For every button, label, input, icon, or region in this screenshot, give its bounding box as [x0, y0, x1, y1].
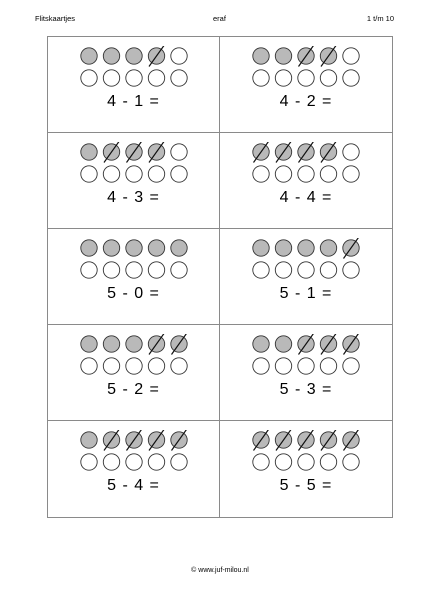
equation: 5 - 3 = [279, 381, 333, 398]
empty-circle [320, 166, 336, 182]
flashcard-grid [47, 36, 393, 518]
ten-frame-dots [48, 238, 219, 280]
empty-circle [253, 262, 269, 278]
empty-circle [103, 166, 119, 182]
empty-circle [103, 262, 119, 278]
empty-circle [148, 70, 164, 86]
empty-circle [298, 358, 314, 374]
dots-svg [78, 430, 190, 472]
equation: 4 - 4 = [279, 189, 333, 206]
dots-svg [78, 238, 190, 280]
flashcard [220, 325, 392, 421]
empty-circle [275, 262, 291, 278]
empty-circle [320, 454, 336, 470]
empty-circle [80, 262, 96, 278]
flashcard [220, 229, 392, 325]
empty-circle [125, 166, 141, 182]
dots-svg [250, 334, 362, 376]
equation: 5 - 4 = [107, 477, 160, 494]
ten-frame-dots [48, 430, 219, 472]
flashcard [48, 421, 220, 517]
filled-circle [253, 48, 269, 64]
empty-circle [103, 358, 119, 374]
equation: 4 - 2 = [279, 93, 333, 110]
equation: 5 - 1 = [279, 285, 333, 302]
empty-circle [170, 166, 186, 182]
filled-circle [275, 336, 291, 352]
filled-circle [80, 336, 96, 352]
empty-circle [298, 70, 314, 86]
empty-circle [298, 454, 314, 470]
filled-circle [125, 336, 141, 352]
empty-circle [170, 454, 186, 470]
footer-credit [0, 567, 440, 574]
dots-svg [78, 334, 190, 376]
ten-frame-dots [220, 430, 392, 472]
dots-svg [78, 46, 190, 88]
filled-circle [80, 144, 96, 160]
dots-svg [250, 142, 362, 184]
empty-circle [148, 166, 164, 182]
flashcard [48, 37, 220, 133]
dots-svg [250, 46, 362, 88]
flashcard [220, 133, 392, 229]
empty-circle [298, 166, 314, 182]
empty-circle [170, 262, 186, 278]
empty-circle [253, 454, 269, 470]
filled-circle [125, 48, 141, 64]
ten-frame-dots [220, 334, 392, 376]
empty-circle [320, 358, 336, 374]
ten-frame-dots [220, 46, 392, 88]
empty-circle [320, 70, 336, 86]
filled-circle [253, 240, 269, 256]
ten-frame-dots [48, 334, 219, 376]
empty-circle [80, 166, 96, 182]
ten-frame-dots [48, 142, 219, 184]
header-topic: eraf [213, 14, 226, 23]
empty-circle [275, 166, 291, 182]
empty-circle [170, 70, 186, 86]
flashcard [220, 421, 392, 517]
filled-circle [298, 240, 314, 256]
empty-circle [275, 358, 291, 374]
filled-circle [80, 240, 96, 256]
filled-circle [80, 432, 96, 448]
filled-circle [103, 240, 119, 256]
empty-circle [253, 358, 269, 374]
empty-circle [170, 48, 186, 64]
empty-circle [343, 262, 359, 278]
empty-circle [253, 166, 269, 182]
empty-circle [343, 70, 359, 86]
empty-circle [253, 70, 269, 86]
empty-circle [343, 358, 359, 374]
empty-circle [343, 48, 359, 64]
dots-svg [250, 238, 362, 280]
empty-circle [125, 70, 141, 86]
filled-circle [275, 240, 291, 256]
empty-circle [103, 70, 119, 86]
dots-svg [250, 430, 362, 472]
equation: 5 - 0 = [107, 285, 160, 302]
empty-circle [320, 262, 336, 278]
flashcard [48, 133, 220, 229]
empty-circle [103, 454, 119, 470]
filled-circle [103, 48, 119, 64]
copyright-symbol: © [191, 567, 197, 574]
filled-circle [253, 336, 269, 352]
empty-circle [148, 358, 164, 374]
footer-url: www.juf-milou.nl [198, 567, 249, 574]
filled-circle [125, 240, 141, 256]
equation: 5 - 2 = [107, 381, 160, 398]
empty-circle [125, 358, 141, 374]
filled-circle [170, 240, 186, 256]
header-title: Flitskaartjes [35, 14, 76, 23]
empty-circle [80, 358, 96, 374]
empty-circle [298, 262, 314, 278]
empty-circle [125, 262, 141, 278]
empty-circle [148, 262, 164, 278]
empty-circle [275, 70, 291, 86]
equation: 4 - 3 = [107, 189, 160, 206]
filled-circle [148, 240, 164, 256]
header-range: 1 t/m 10 [366, 14, 394, 23]
empty-circle [343, 454, 359, 470]
empty-circle [170, 358, 186, 374]
ten-frame-dots [48, 46, 219, 88]
equation: 5 - 5 = [279, 477, 333, 494]
equation: 4 - 1 = [107, 93, 160, 110]
empty-circle [343, 166, 359, 182]
ten-frame-dots [220, 142, 392, 184]
ten-frame-dots [220, 238, 392, 280]
filled-circle [80, 48, 96, 64]
empty-circle [125, 454, 141, 470]
filled-circle [103, 336, 119, 352]
empty-circle [343, 144, 359, 160]
dots-svg [78, 142, 190, 184]
flashcard [48, 229, 220, 325]
flashcard [220, 37, 392, 133]
empty-circle [80, 70, 96, 86]
empty-circle [148, 454, 164, 470]
empty-circle [80, 454, 96, 470]
flashcard [48, 325, 220, 421]
empty-circle [170, 144, 186, 160]
filled-circle [320, 240, 336, 256]
empty-circle [275, 454, 291, 470]
filled-circle [275, 48, 291, 64]
